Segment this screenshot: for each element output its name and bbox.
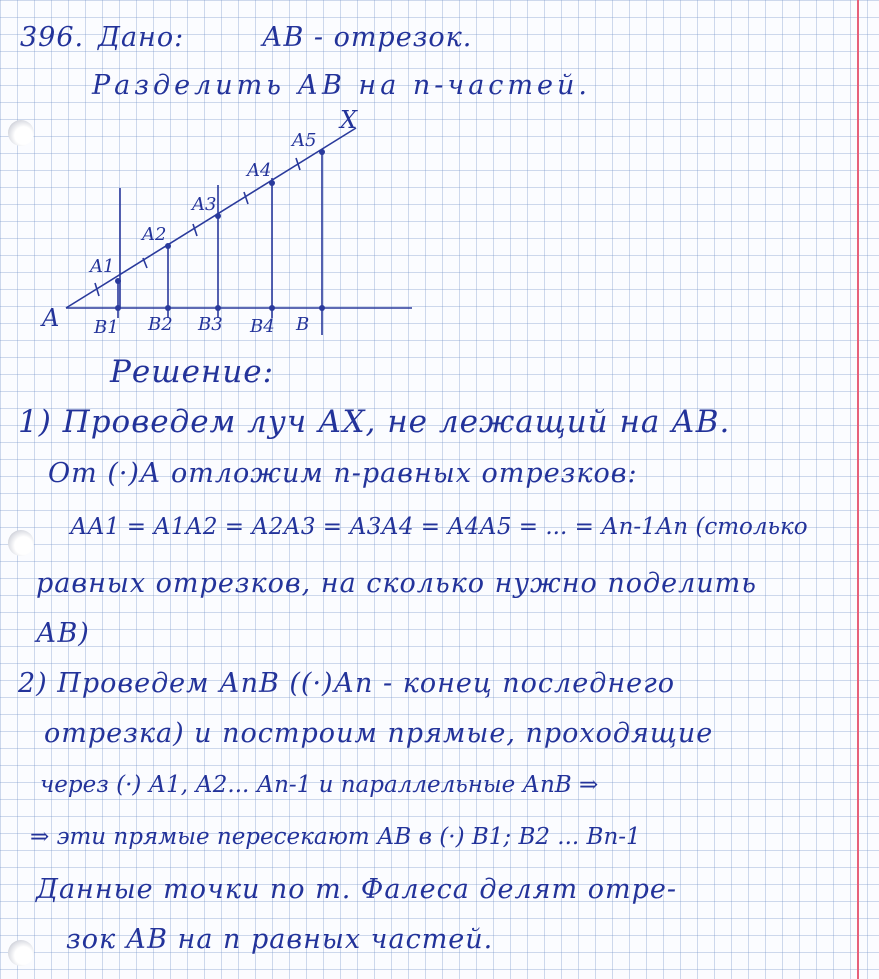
label-a3: A3	[192, 194, 217, 215]
solution-line-11: зок АВ на n равных частей.	[66, 924, 494, 955]
tick-mark	[193, 224, 197, 236]
label-a2: A2	[142, 224, 167, 245]
label-a4: A4	[247, 160, 272, 181]
point-b1	[115, 305, 121, 311]
point-b3	[215, 305, 221, 311]
solution-line-8: через (·) А1, А2... Аn-1 и параллельные АnВ ⇒	[40, 772, 599, 798]
point-b4	[269, 305, 275, 311]
label-a: A	[42, 304, 60, 332]
solution-line-10: Данные точки по т. Фалеса делят отре-	[36, 874, 677, 905]
label-a1: A1	[90, 256, 115, 277]
label-b2: B2	[148, 314, 173, 335]
label-b3: B3	[198, 314, 223, 335]
solution-line-1: 1) Проведем луч АХ, не лежащий на АВ.	[18, 404, 731, 440]
solution-line-5: АВ)	[36, 618, 90, 649]
solution-line-7: отрезка) и построим прямые, проходящие	[44, 718, 714, 749]
solution-line-9: ⇒ эти прямые пересекают АВ в (·) В1; В2 ... Вn-1	[30, 824, 641, 850]
problem-number: 396.	[20, 22, 85, 53]
solution-line-3: АА1 = А1А2 = А2А3 = А3А4 = А4А5 = ... = Аn-1Аn (столько	[70, 514, 808, 540]
solution-line-6: 2) Проведем АnВ ((·)Аn - конец последнего	[18, 668, 675, 699]
given-label: Дано:	[98, 22, 185, 53]
solution-heading: Решение:	[110, 354, 275, 390]
task-text: Разделить АВ на n-частей.	[92, 70, 591, 101]
label-b1: B1	[94, 317, 119, 338]
label-x: X	[340, 106, 358, 134]
point-a1	[115, 278, 121, 284]
point-b	[319, 305, 325, 311]
ray-ax	[66, 128, 356, 308]
label-a5: A5	[292, 130, 317, 151]
solution-line-2: От (·)А отложим n-равных отрезков:	[48, 458, 638, 489]
point-b2	[165, 305, 171, 311]
point-a5	[319, 149, 325, 155]
label-b: B	[296, 314, 310, 335]
solution-line-4: равных отрезков, на сколько нужно поделить	[36, 568, 757, 599]
label-b4: B4	[250, 316, 275, 337]
given-text: АВ - отрезок.	[262, 22, 473, 53]
